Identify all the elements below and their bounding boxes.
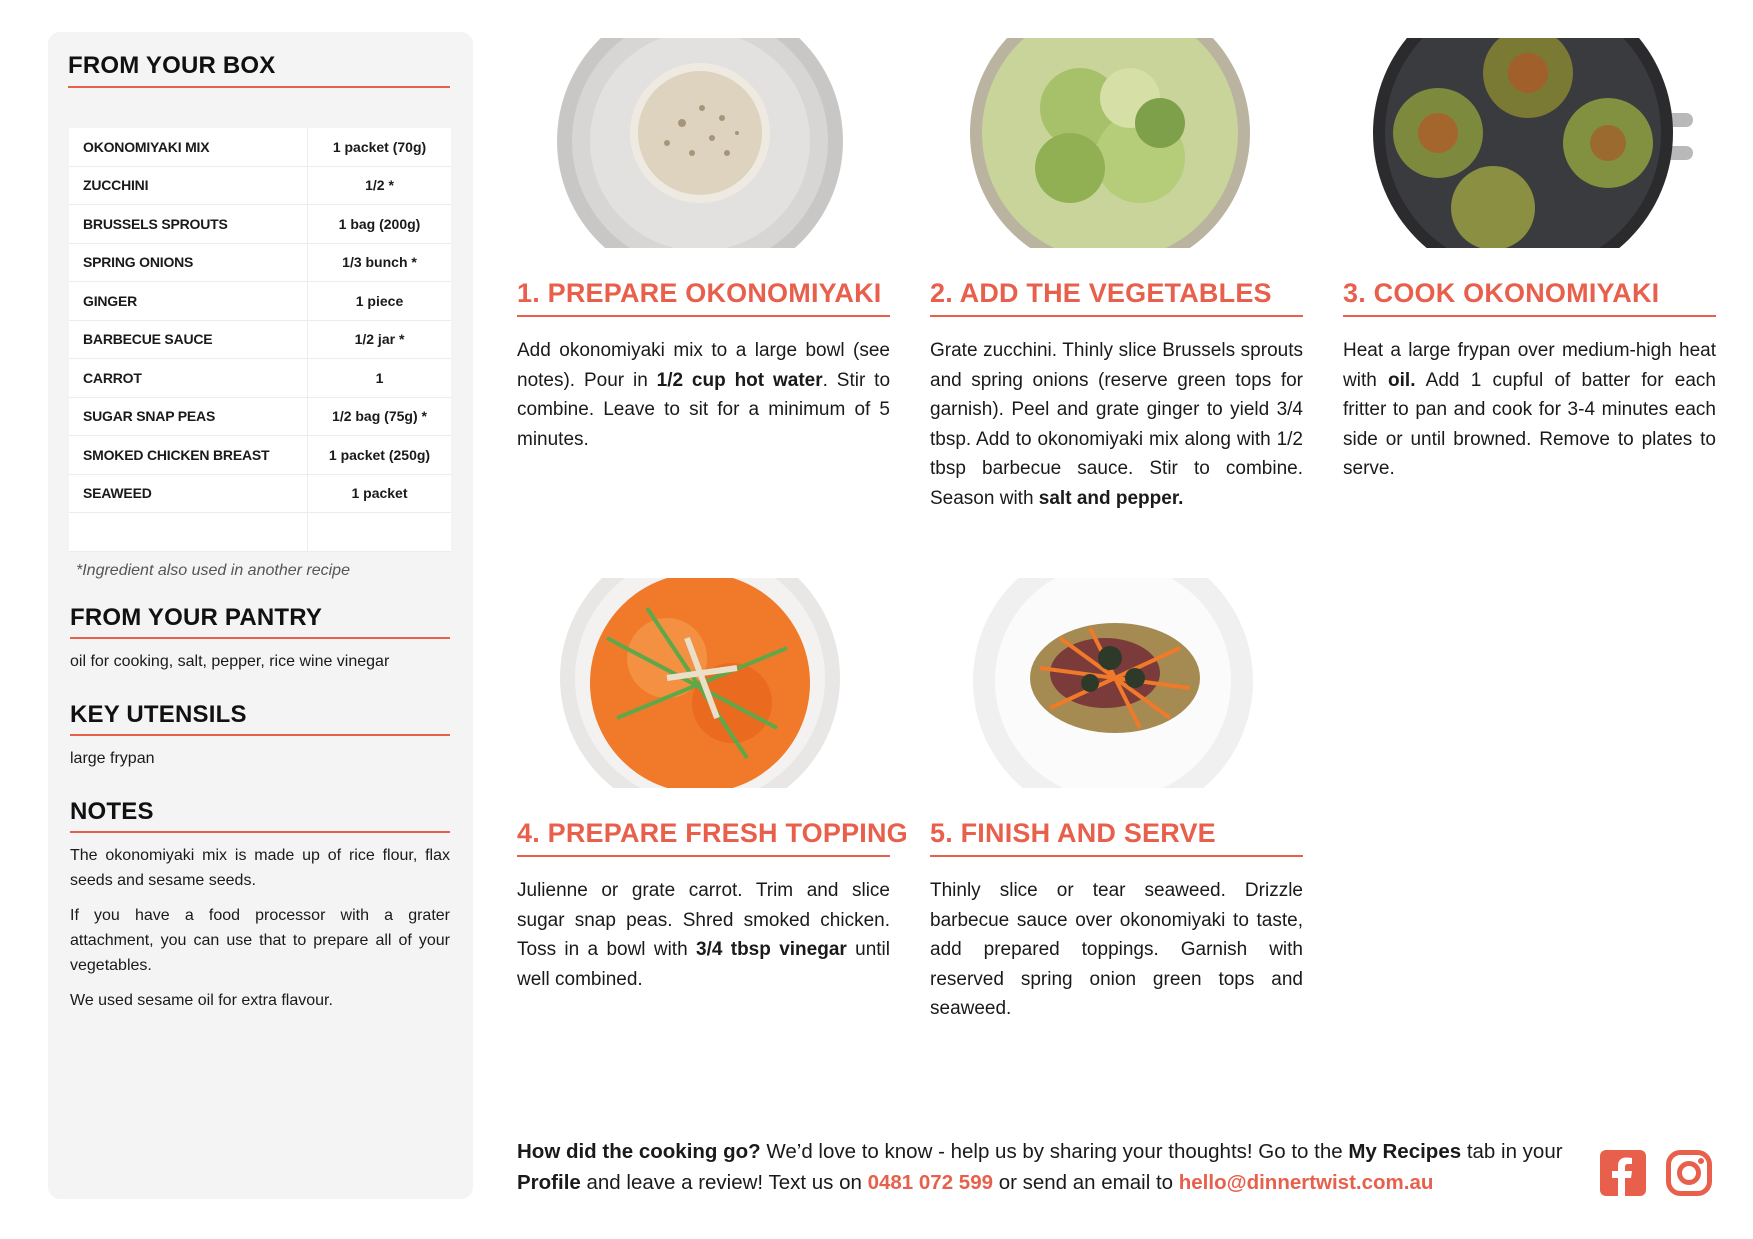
step-3-text: Heat a large frypan over medium-high heat with oil. Add 1 cupful of batter for each fritter to pan and cook for 3-4 minutes each side or until browned. Remove to plates to serve. [1343, 340, 1716, 479]
ingredient-name: GINGER [69, 282, 308, 321]
table-row [69, 282, 451, 321]
step-5 [930, 578, 1303, 1019]
step-2-title: 2. ADD THE VEGETABLES [930, 278, 1303, 317]
utensils-heading: KEY UTENSILS [70, 701, 450, 736]
carrot-salad-bowl-illustration [517, 578, 890, 788]
note-text: We used sesame oil for extra flavour. [70, 992, 333, 1009]
grated-vegetables-illustration [930, 38, 1303, 248]
my-recipes-label: My Recipes [1348, 1140, 1462, 1163]
from-your-box-heading: FROM YOUR BOX [68, 52, 450, 88]
ingredients-table [69, 128, 451, 552]
phone-link[interactable]: 0481 072 599 [867, 1171, 993, 1194]
step-5-title: 5. FINISH AND SERVE [930, 818, 1303, 857]
step-2-photo [930, 38, 1303, 248]
note-text: If you have a food processor with a grater attachment, you can use that to prepare all of your vegetables. [70, 907, 450, 974]
step-2-text: Grate zucchini. Thinly slice Brussels sprouts and spring onions (reserve green tops for garnish). Peel and grate ginger to yield 3/4 tbsp. Add to okonomiyaki mix along with 1/2 tbsp barbecue sauce. Stir to combine. Season with salt and pepper. [930, 340, 1303, 509]
table-row [69, 397, 451, 436]
table-row [69, 320, 451, 359]
profile-label: Profile [517, 1171, 581, 1194]
pantry-heading: FROM YOUR PANTRY [70, 604, 450, 639]
email-link[interactable]: hello@dinnertwist.com.au [1178, 1171, 1434, 1194]
ingredient-name: BRUSSELS SPROUTS [69, 205, 308, 244]
served-plate-illustration [930, 578, 1303, 788]
pantry-section [70, 604, 450, 674]
table-row [69, 436, 451, 475]
ingredient-name: CARROT [69, 359, 308, 398]
ingredients-sidebar [48, 32, 473, 1199]
table-row [69, 359, 451, 398]
ingredient-name: BARBECUE SAUCE [69, 320, 308, 359]
table-row [69, 243, 451, 282]
step-5-photo [930, 578, 1303, 788]
table-row [69, 128, 451, 166]
step-1-text: Add okonomiyaki mix to a large bowl (see notes). Pour in 1/2 cup hot water. Stir to combine. Leave to sit for a minimum of 5 minutes. [517, 340, 891, 450]
step-4-photo [517, 578, 890, 788]
ingredient-qty: 1 packet [308, 474, 452, 513]
ingredient-name: SMOKED CHICKEN BREAST [69, 436, 308, 475]
ingredient-qty: 1 packet (250g) [308, 436, 452, 475]
step-4 [517, 578, 908, 990]
facebook-icon[interactable] [1600, 1150, 1646, 1196]
ingredient-name: SEAWEED [69, 474, 308, 513]
table-row-empty [69, 513, 451, 552]
ingredient-name: ZUCCHINI [69, 166, 308, 205]
step-1 [517, 38, 891, 450]
ingredient-qty: 1/3 bunch * [308, 243, 452, 282]
table-row [69, 166, 451, 205]
ingredient-qty: 1 [308, 359, 452, 398]
table-row [69, 474, 451, 513]
step-1-title: 1. PREPARE OKONOMIYAKI [517, 278, 890, 317]
ingredient-name: SUGAR SNAP PEAS [69, 397, 308, 436]
step-1-photo [517, 38, 890, 248]
ingredient-qty: 1 bag (200g) [308, 205, 452, 244]
utensils-section [70, 701, 450, 771]
step-3 [1343, 38, 1716, 479]
pantry-text: oil for cooking, salt, pepper, rice wine vinegar [70, 653, 390, 670]
feedback-question: How did the cooking go? [517, 1140, 761, 1163]
ingredient-name: SPRING ONIONS [69, 243, 308, 282]
notes-section [70, 798, 450, 1013]
step-4-title: 4. PREPARE FRESH TOPPING [517, 818, 890, 857]
instagram-icon[interactable] [1666, 1150, 1712, 1196]
step-3-photo [1343, 38, 1716, 248]
step-5-text: Thinly slice or tear seaweed. Drizzle barbecue sauce over okonomiyaki to taste, add prepared toppings. Garnish with reserved spring onion green tops and seaweed. [930, 880, 1303, 1019]
note-text: The okonomiyaki mix is made up of rice flour, flax seeds and sesame seeds. [70, 847, 450, 889]
ingredient-footnote: *Ingredient also used in another recipe [76, 562, 350, 579]
utensils-text: large frypan [70, 750, 155, 767]
ingredient-qty: 1 piece [308, 282, 452, 321]
step-4-text: Julienne or grate carrot. Trim and slice sugar snap peas. Shred smoked chicken. Toss in a bowl with 3/4 tbsp vinegar until well combined. [517, 880, 890, 990]
ingredient-qty: 1/2 * [308, 166, 452, 205]
batter-bowl-illustration [517, 38, 890, 248]
ingredient-qty: 1/2 jar * [308, 320, 452, 359]
ingredient-qty: 1 packet (70g) [308, 128, 452, 166]
notes-heading: NOTES [70, 798, 450, 833]
step-3-title: 3. COOK OKONOMIYAKI [1343, 278, 1716, 317]
ingredient-qty: 1/2 bag (75g) * [308, 397, 452, 436]
table-row [69, 205, 451, 244]
frypan-fritters-illustration [1343, 38, 1716, 248]
ingredient-name: OKONOMIYAKI MIX [69, 128, 308, 166]
feedback-footer: How did the cooking go? We’d love to know - help us by sharing your thoughts! Go to the My Recipes tab in your Profile and leave a review! Text us on 0481 072 599 or send an email to hello@dinnertwist.com.au [517, 1140, 1563, 1194]
step-2 [930, 38, 1303, 509]
